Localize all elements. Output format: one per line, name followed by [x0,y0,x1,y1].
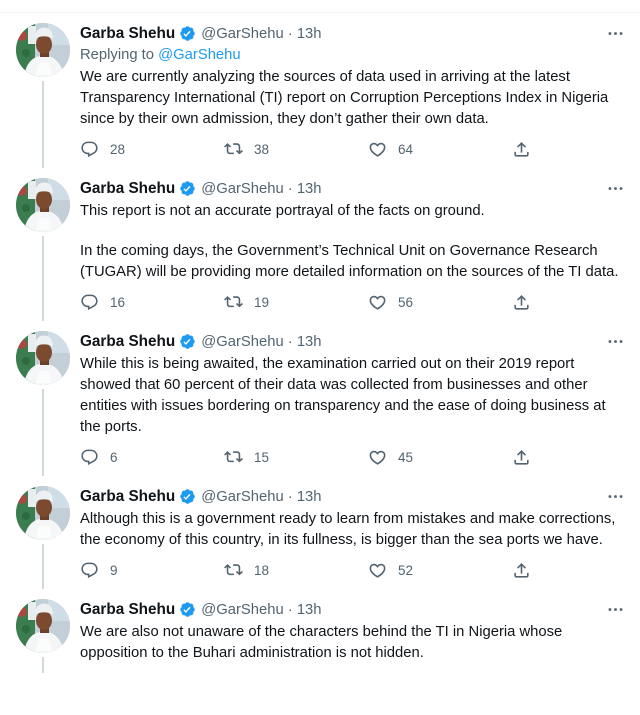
retweet-count: 15 [254,449,270,465]
share-button[interactable] [512,448,531,467]
tweet-thread [0,13,640,673]
retweet-icon [224,448,243,467]
avatar[interactable] [16,178,70,232]
tweet-gutter [16,178,70,321]
tweet-action-bar [80,447,626,467]
tweet-text: In the coming days, the Government’s Technical Unit on Governance Research (TUGAR) will be providing more detailed information on the sources of the TI data. [80,243,619,280]
retweet-button[interactable] [224,293,368,312]
replying-to-label: Replying to [80,47,159,63]
author-name[interactable]: Garba Shehu [80,487,176,505]
tweet[interactable] [0,168,640,321]
tweet-content [80,331,626,476]
reply-button[interactable] [80,140,224,159]
tweet-header [80,178,626,199]
tweet-content [80,23,626,168]
tweet-text: This report is not an accurate portrayal of the facts on ground. [80,203,485,219]
tweet[interactable] [0,589,640,673]
share-icon [512,448,531,467]
tweet[interactable] [0,476,640,589]
more-menu-button[interactable] [604,486,626,508]
verified-badge-icon [179,601,196,618]
like-button[interactable] [368,293,512,312]
author-handle-time[interactable]: @GarShehu · 13h [201,488,322,505]
tweet-gutter [16,599,70,673]
reply-icon [80,448,99,467]
top-divider [0,0,640,13]
retweet-button[interactable] [224,140,368,159]
tweet-content [80,486,626,589]
tweet-content [80,178,626,321]
share-icon [512,293,531,312]
verified-badge-icon [179,333,196,350]
tweet-body [80,201,626,283]
avatar[interactable] [16,486,70,540]
reply-count: 16 [110,294,126,310]
author-handle-time[interactable]: @GarShehu · 13h [201,180,322,197]
reply-button[interactable] [80,293,224,312]
tweet-gutter [16,23,70,168]
tweet[interactable] [0,321,640,476]
tweet-header [80,331,626,352]
more-menu-button[interactable] [604,331,626,353]
avatar-photo [16,331,70,385]
more-icon [606,179,625,198]
tweet-text: We are also not unaware of the characters behind the TI in Nigeria whose opposition to the Buhari administration is not hidden. [80,624,563,661]
like-count: 45 [398,449,414,465]
more-icon [606,332,625,351]
verified-badge-icon [179,180,196,197]
retweet-count: 19 [254,294,270,310]
retweet-icon [224,293,243,312]
reply-count: 6 [110,449,118,465]
avatar-photo [16,599,70,653]
heart-icon [368,293,387,312]
tweet-body [80,67,626,130]
author-handle-time[interactable]: @GarShehu · 13h [201,25,322,42]
heart-icon [368,140,387,159]
avatar[interactable] [16,331,70,385]
thread-connector [42,657,44,673]
more-menu-button[interactable] [604,599,626,621]
share-icon [512,561,531,580]
tweet-body [80,354,626,438]
verified-badge-icon [179,488,196,505]
tweet-text: We are currently analyzing the sources of data used in arriving at the latest Transparency International (TI) report on Corruption Perceptions Index in Nigeria since by their own admission, they don’t gather their own data. [80,69,609,127]
reply-icon [80,293,99,312]
like-button[interactable] [368,561,512,580]
like-button[interactable] [368,140,512,159]
like-count: 52 [398,562,414,578]
tweet[interactable] [0,13,640,168]
tweet-gutter [16,331,70,476]
tweet-action-bar [80,292,626,312]
heart-icon [368,561,387,580]
author-handle-time[interactable]: @GarShehu · 13h [201,333,322,350]
replying-to-row [80,45,626,65]
verified-badge-icon [179,25,196,42]
retweet-button[interactable] [224,561,368,580]
thread-connector [42,81,44,168]
avatar-photo [16,23,70,77]
thread-connector [42,389,44,476]
like-button[interactable] [368,448,512,467]
tweet-action-bar [80,139,626,159]
reply-count: 28 [110,141,126,157]
more-icon [606,24,625,43]
reply-button[interactable] [80,561,224,580]
avatar[interactable] [16,599,70,653]
avatar-photo [16,486,70,540]
thread-connector [42,236,44,321]
reply-count: 9 [110,562,118,578]
tweet-header [80,486,626,507]
tweet-header [80,23,626,44]
replying-to-handle-link[interactable]: @GarShehu [158,47,241,63]
like-count: 64 [398,141,414,157]
share-icon [512,140,531,159]
more-menu-button[interactable] [604,23,626,45]
tweet-body [80,622,626,664]
retweet-count: 38 [254,141,270,157]
retweet-icon [224,140,243,159]
like-count: 56 [398,294,414,310]
avatar[interactable] [16,23,70,77]
avatar-photo [16,178,70,232]
tweet-text: While this is being awaited, the examination carried out on their 2019 report showed that 60 percent of their data was collected from businesses and other entities with issues bordering on transparency and the ease of doing business at the ports. [80,356,606,435]
tweet-body [80,509,626,551]
reply-icon [80,140,99,159]
retweet-icon [224,561,243,580]
tweet-text: Although this is a government ready to learn from mistakes and make corrections, the economy of this country, in its fullness, is bigger than the sea ports we have. [80,511,616,548]
retweet-button[interactable] [224,448,368,467]
tweet-content [80,599,626,673]
author-name[interactable]: Garba Shehu [80,600,176,618]
reply-icon [80,561,99,580]
share-button[interactable] [512,561,531,580]
reply-button[interactable] [80,448,224,467]
tweet-header [80,599,626,620]
tweet-gutter [16,486,70,589]
heart-icon [368,448,387,467]
more-icon [606,487,625,506]
more-menu-button[interactable] [604,178,626,200]
share-button[interactable] [512,293,531,312]
retweet-count: 18 [254,562,270,578]
author-name[interactable]: Garba Shehu [80,332,176,350]
author-name[interactable]: Garba Shehu [80,24,176,42]
thread-connector [42,544,44,589]
share-button[interactable] [512,140,531,159]
author-name[interactable]: Garba Shehu [80,179,176,197]
author-handle-time[interactable]: @GarShehu · 13h [201,601,322,618]
tweet-action-bar [80,560,626,580]
more-icon [606,600,625,619]
